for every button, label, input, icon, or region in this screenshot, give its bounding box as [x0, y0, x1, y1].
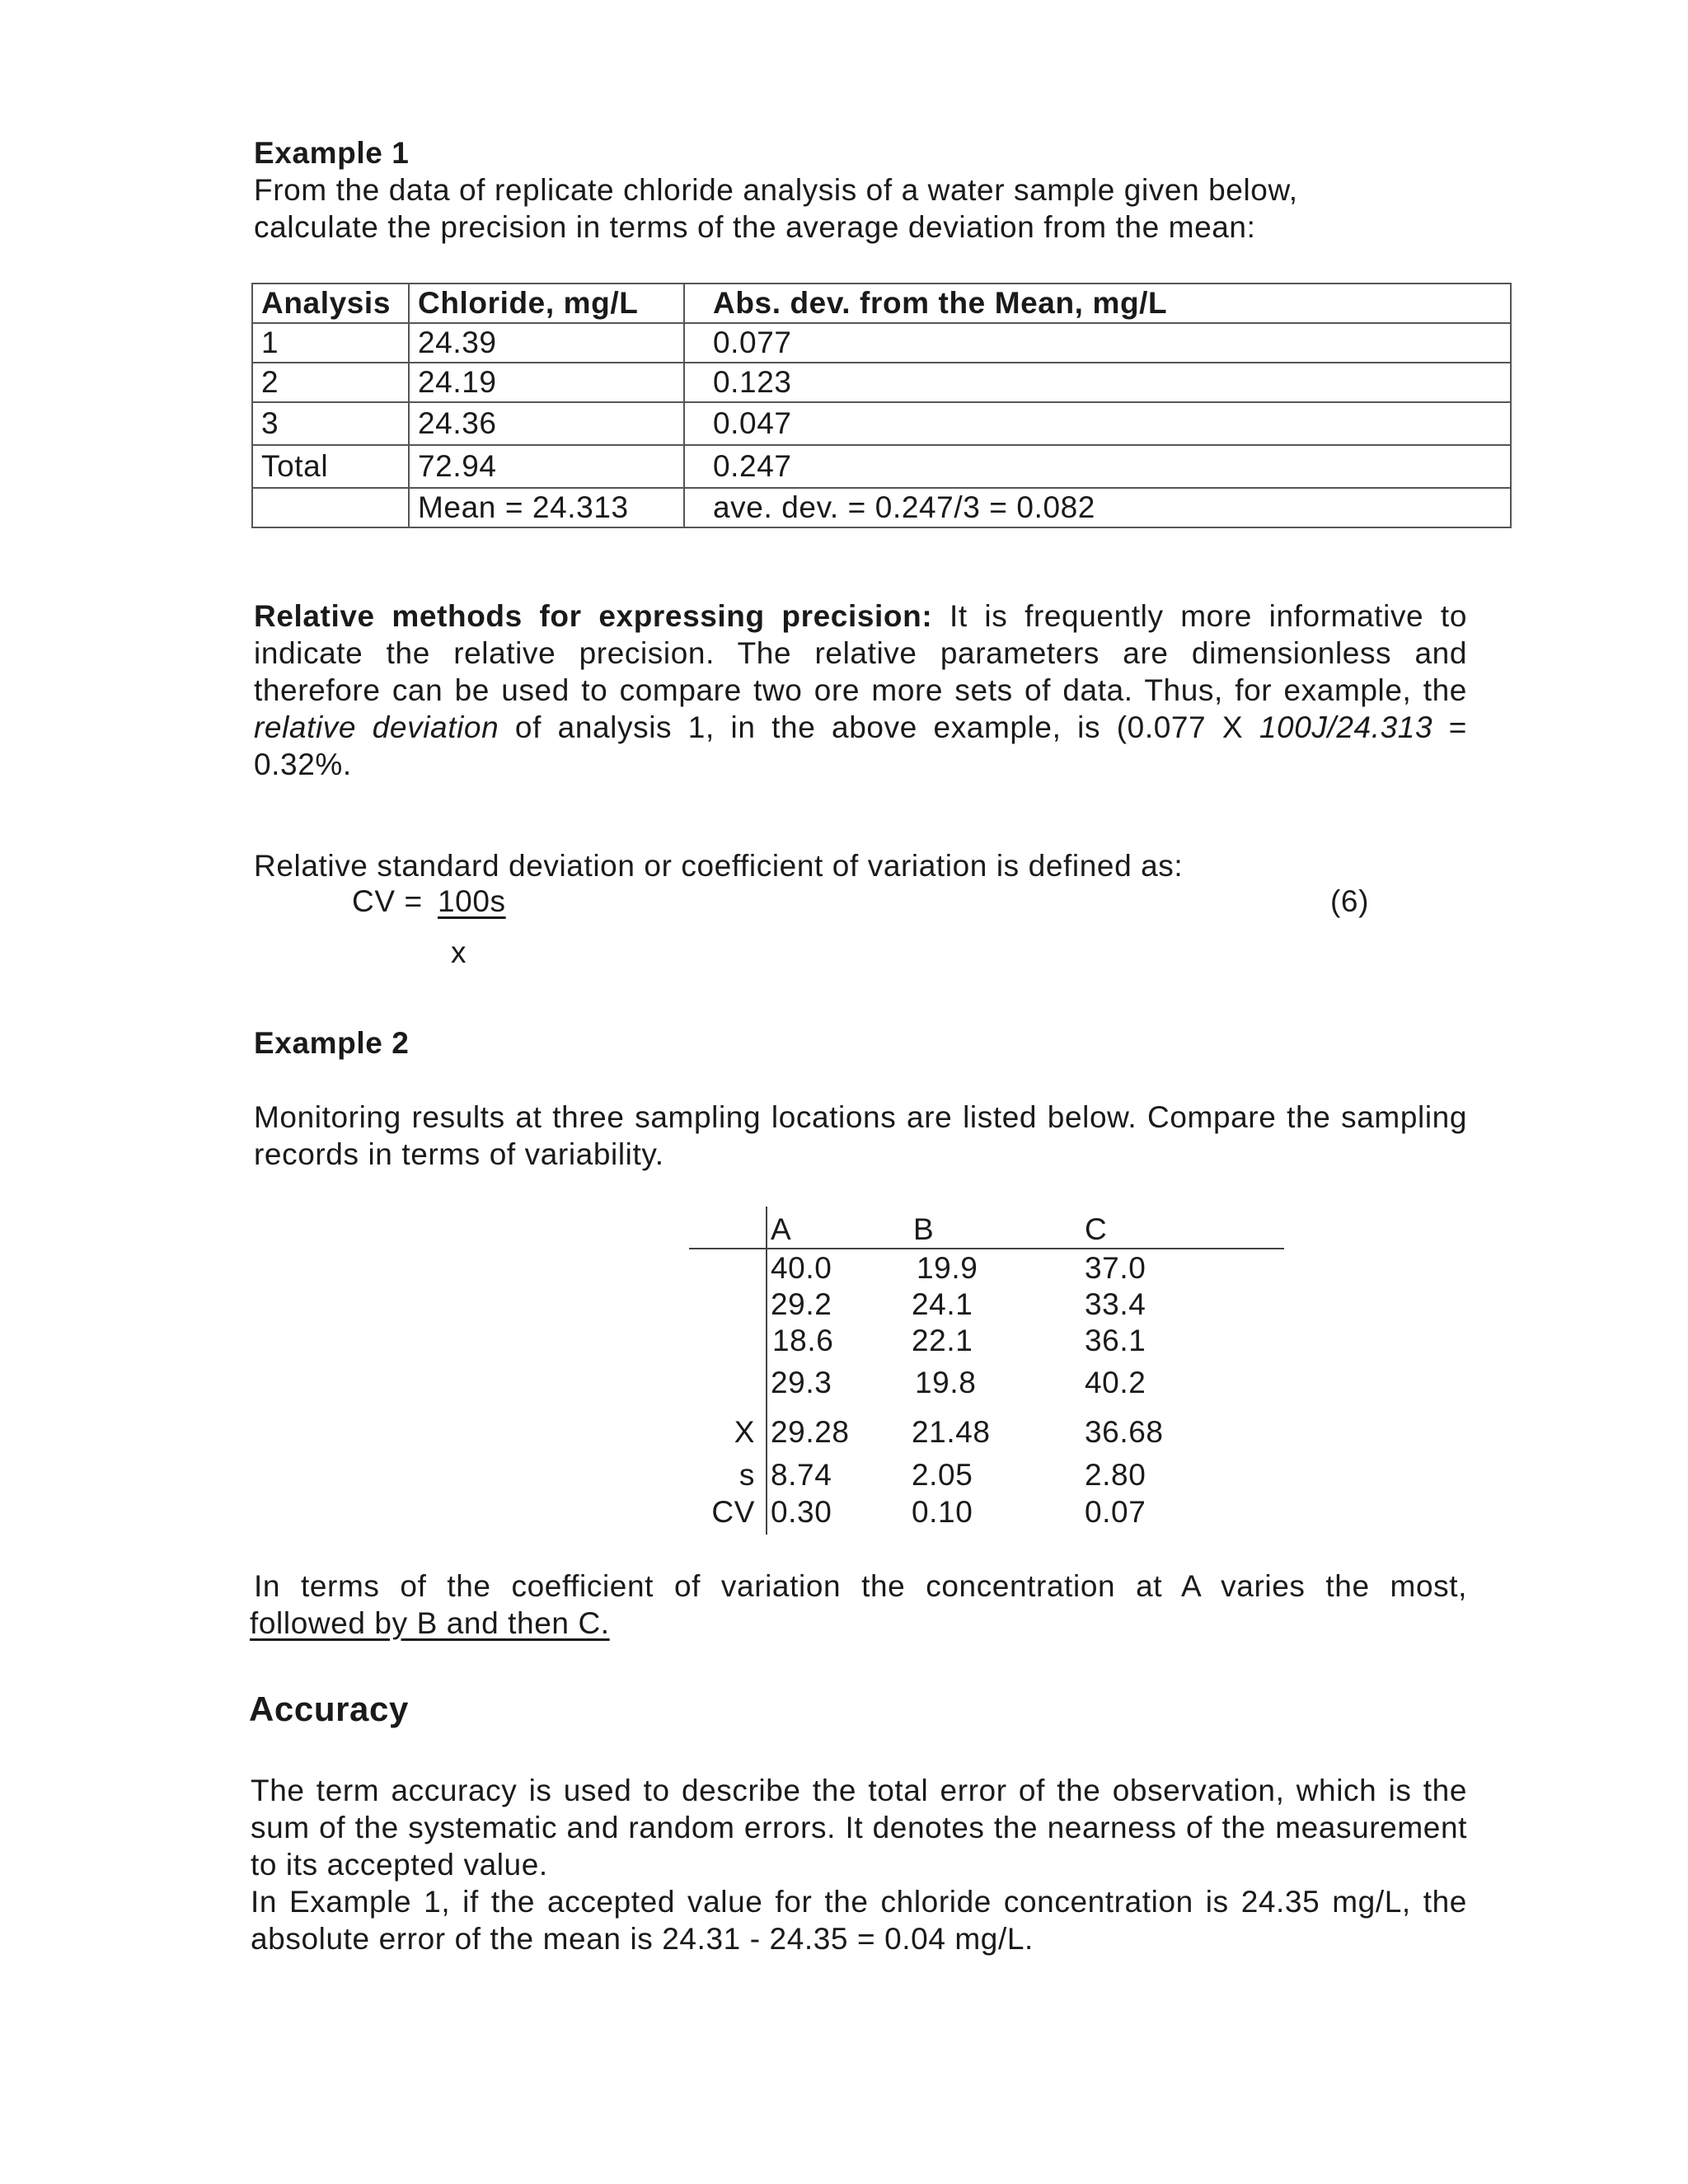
- table-cell: 40.0: [771, 1251, 832, 1285]
- row-label-cv: CV: [711, 1495, 755, 1529]
- table-cell: 29.3: [771, 1366, 832, 1399]
- table-cell: 0.077: [684, 323, 1511, 363]
- sampling-results-table: [689, 1207, 1284, 1535]
- relative-precision-paragraph: [254, 598, 1467, 783]
- header-analysis: Analysis: [252, 284, 409, 323]
- table-cell: Total: [252, 445, 409, 488]
- chloride-analysis-table: [251, 283, 1512, 528]
- relative-deviation-expression: 100J/24.313: [1259, 710, 1433, 744]
- table-cell: 8.74: [771, 1458, 832, 1492]
- table-cell: 22.1: [912, 1324, 973, 1357]
- rsd-definition-line: Relative standard deviation or coefficient of variation is defined as:: [254, 849, 1184, 883]
- cv-lhs: CV =: [352, 884, 423, 918]
- table-cell: 21.48: [912, 1415, 991, 1449]
- table-cell: 24.36: [409, 402, 684, 445]
- example1-heading: Example 1: [254, 136, 410, 170]
- table-cell: 0.10: [912, 1495, 973, 1529]
- row-label-s: s: [738, 1458, 755, 1492]
- table-cell: 19.8: [915, 1366, 977, 1399]
- table-cell: 36.1: [1085, 1324, 1146, 1357]
- row-label-mean: X: [734, 1415, 755, 1449]
- column-header-a: A: [771, 1212, 792, 1246]
- accuracy-heading: Accuracy: [249, 1690, 409, 1728]
- header-abs-dev: Abs. dev. from the Mean, mg/L: [684, 284, 1511, 323]
- paragraph-text: = 0.32%.: [254, 710, 1467, 781]
- table-cell: ave. dev. = 0.247/3 = 0.082: [684, 488, 1511, 527]
- column-header-b: B: [913, 1212, 935, 1246]
- table-cell: 3: [252, 402, 409, 445]
- table-cell: 0.30: [771, 1495, 832, 1529]
- table-cell: 0.047: [684, 402, 1511, 445]
- table-row: [252, 402, 1511, 445]
- example1-intro-line2: calculate the precision in terms of the average deviation from the mean:: [254, 210, 1256, 244]
- example2-intro: Monitoring results at three sampling locations are listed below. Compare the sampling records in terms of variability.: [254, 1100, 1467, 1171]
- accuracy-paragraph1: The term accuracy is used to describe the total error of the observation, which is the sum of the systematic and random errors. It denotes the nearness of the measurement to its accepted value.: [251, 1774, 1467, 1882]
- table-cell: 0.247: [684, 445, 1511, 488]
- table-row-mean: [252, 488, 1511, 527]
- table-cell: 2: [252, 363, 409, 402]
- table-divider: [689, 1248, 1284, 1249]
- table-row: [252, 323, 1511, 363]
- table-cell: 29.28: [771, 1415, 850, 1449]
- table-row: [252, 363, 1511, 402]
- relative-deviation-term: relative deviation: [254, 710, 499, 744]
- conclusion-underlined: followed by B and then C.: [250, 1606, 610, 1640]
- table-cell: [252, 488, 409, 527]
- table-cell: 29.2: [771, 1287, 832, 1321]
- column-header-c: C: [1085, 1212, 1108, 1246]
- table-cell: 37.0: [1085, 1251, 1146, 1285]
- equation-number: (6): [1330, 884, 1370, 918]
- header-chloride: Chloride, mg/L: [409, 284, 684, 323]
- table-cell: 24.1: [912, 1287, 973, 1321]
- accuracy-paragraph2: In Example 1, if the accepted value for the chloride concentration is 24.35 mg/L, the absolute error of the mean is 24.31 - 24.35 = 0.04 mg/L.: [251, 1885, 1467, 1956]
- table-cell: 24.39: [409, 323, 684, 363]
- table-divider: [766, 1207, 767, 1535]
- table-cell: 1: [252, 323, 409, 363]
- table-cell: 40.2: [1085, 1366, 1146, 1399]
- cv-denominator: x: [451, 935, 467, 969]
- table-cell: 36.68: [1085, 1415, 1164, 1449]
- cv-numerator: 100s: [438, 884, 506, 918]
- table-cell: 18.6: [772, 1324, 834, 1357]
- paragraph-text: of analysis 1, in the above example, is (0.077 X: [499, 710, 1259, 744]
- paragraph-text: It is frequently more informative to indicate the relative precision. The relative parameters are dimensionless and therefore can be used to compare two ore more sets of data. Thus, for example, the: [254, 599, 1467, 707]
- table-cell: 0.123: [684, 363, 1511, 402]
- table-cell: 0.07: [1085, 1495, 1146, 1529]
- example1-intro-line1: From the data of replicate chloride analysis of a water sample given below,: [254, 173, 1298, 207]
- table-cell: 33.4: [1085, 1287, 1146, 1321]
- table-cell: 2.05: [912, 1458, 973, 1492]
- table-header-row: [252, 284, 1511, 323]
- table-cell: 72.94: [409, 445, 684, 488]
- table-cell: Mean = 24.313: [409, 488, 684, 527]
- table-cell: 2.80: [1085, 1458, 1146, 1492]
- conclusion-line2: [250, 1605, 610, 1642]
- table-cell: 24.19: [409, 363, 684, 402]
- conclusion-line1: In terms of the coefficient of variation the concentration at A varies the most,: [254, 1569, 1467, 1603]
- example2-heading: Example 2: [254, 1026, 410, 1060]
- table-row-total: [252, 445, 1511, 488]
- table-cell: 19.9: [917, 1251, 978, 1285]
- relative-precision-lead: Relative methods for expressing precision:: [254, 599, 933, 633]
